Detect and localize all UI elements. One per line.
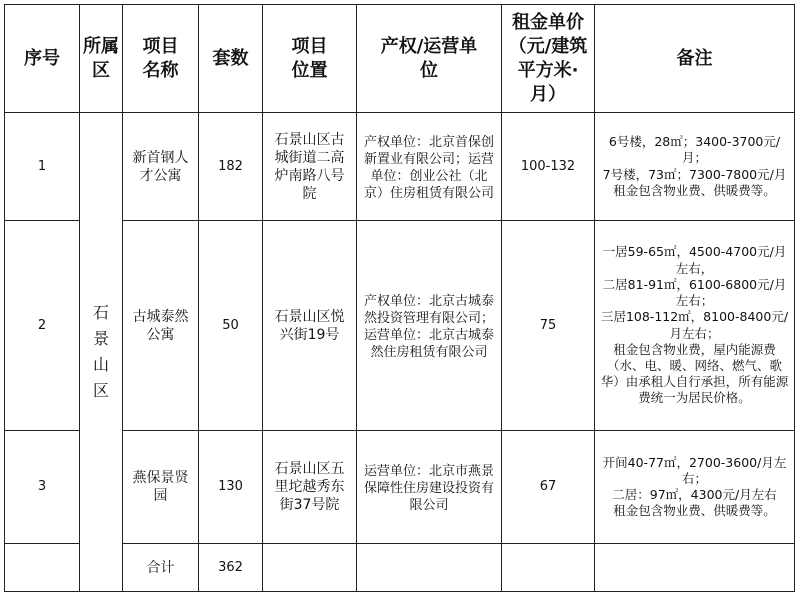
- row-note: 开间40-77㎡，2700-3600/月左右； 二居：97㎡，4300元/月左右 租金包含物业费、供暖费等。: [595, 431, 795, 544]
- row-index: 1: [5, 113, 80, 221]
- total-empty-index: [5, 544, 80, 592]
- header-index: 序号: [5, 5, 80, 113]
- row-name: 燕保景贤园: [123, 431, 199, 544]
- row-operator: 产权单位：北京古城泰然投资管理有限公司；运营单位：北京古城泰然住房租赁有限公司: [357, 221, 502, 431]
- total-units: 362: [199, 544, 263, 592]
- table-row: [5, 113, 795, 221]
- row-rent: 100-132: [502, 113, 595, 221]
- header-rent: 租金单价（元/建筑平方米·月）: [502, 5, 595, 113]
- row-location: 石景山区悦兴街19号: [263, 221, 357, 431]
- row-units: 50: [199, 221, 263, 431]
- row-note: 一居59-65㎡，4500-4700元/月左右， 二居81-91㎡，6100-6800元/月左右； 三居108-112㎡，8100-8400元/月左右； 租金包含物业费，屋内能源费（水、电、暖、网络、燃气、歌华）由承租人自行承担，所有能源费统一为居民价格。: [595, 221, 795, 431]
- total-empty-note: [595, 544, 795, 592]
- table-row: [5, 431, 795, 544]
- total-row: [5, 544, 795, 592]
- housing-table: [4, 4, 795, 592]
- header-district: 所属区: [80, 5, 123, 113]
- row-rent: 75: [502, 221, 595, 431]
- total-empty-operator: [357, 544, 502, 592]
- total-label: 合计: [123, 544, 199, 592]
- row-index: 3: [5, 431, 80, 544]
- total-empty-location: [263, 544, 357, 592]
- row-units: 130: [199, 431, 263, 544]
- header-name: 项目名称: [123, 5, 199, 113]
- row-note: 6号楼，28㎡；3400-3700元/月； 7号楼，73㎡；7300-7800元/月 租金包含物业费、供暖费等。: [595, 113, 795, 221]
- header-units: 套数: [199, 5, 263, 113]
- header-location: 项目位置: [263, 5, 357, 113]
- district-cell: 石景山区: [80, 113, 123, 592]
- row-operator: 产权单位：北京首保创新置业有限公司；运营单位：创业公社（北京）住房租赁有限公司: [357, 113, 502, 221]
- row-units: 182: [199, 113, 263, 221]
- row-name: 古城泰然公寓: [123, 221, 199, 431]
- row-location: 石景山区五里坨越秀东街37号院: [263, 431, 357, 544]
- total-empty-rent: [502, 544, 595, 592]
- row-index: 2: [5, 221, 80, 431]
- table-row: [5, 221, 795, 431]
- header-row: [5, 5, 795, 113]
- row-operator: 运营单位：北京市燕景保障性住房建设投资有限公司: [357, 431, 502, 544]
- header-note: 备注: [595, 5, 795, 113]
- row-name: 新首钢人才公寓: [123, 113, 199, 221]
- header-operator: 产权/运营单位: [357, 5, 502, 113]
- row-location: 石景山区古城街道二高炉南路八号院: [263, 113, 357, 221]
- row-rent: 67: [502, 431, 595, 544]
